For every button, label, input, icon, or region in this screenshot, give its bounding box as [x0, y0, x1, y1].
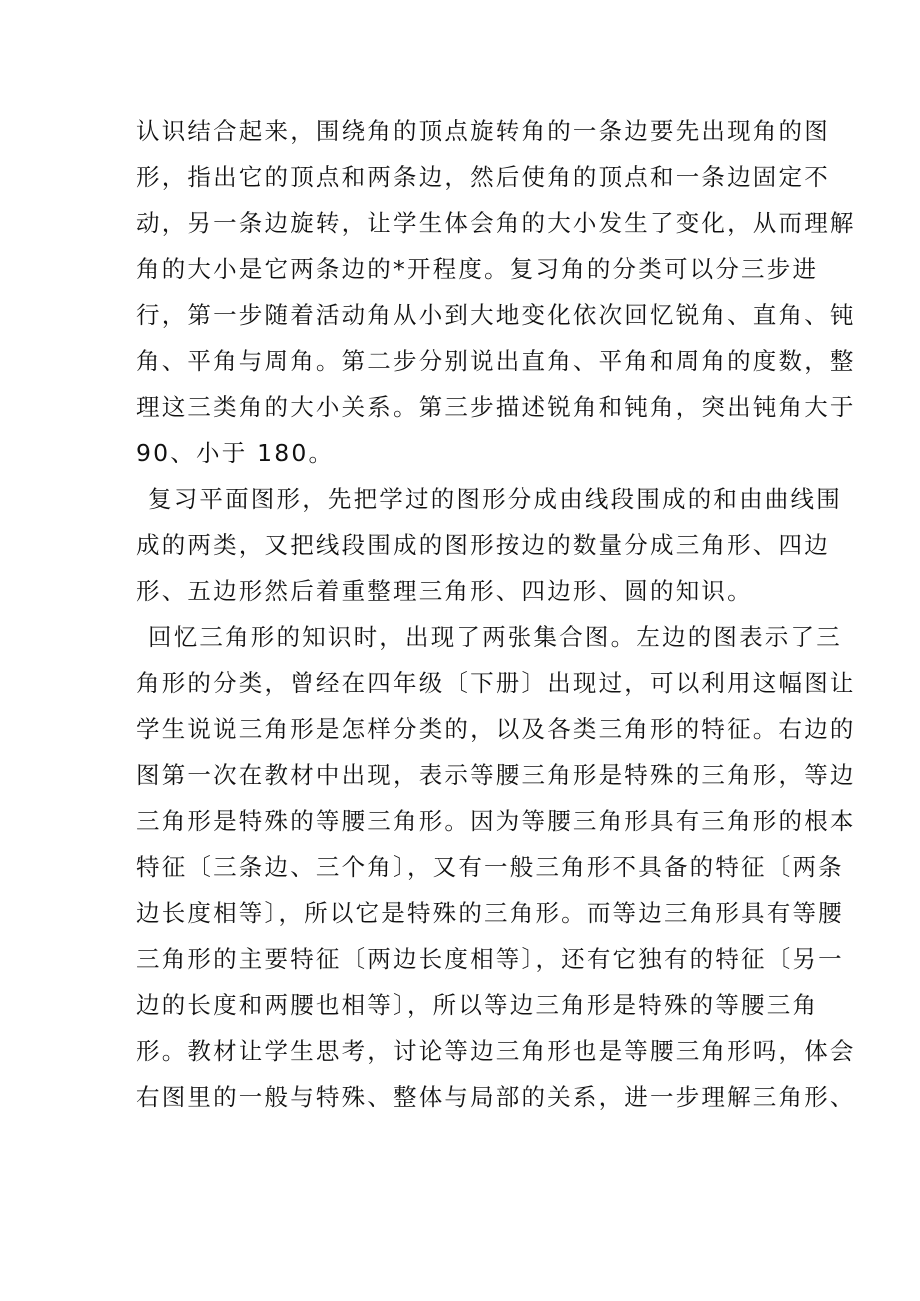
text-line: 三角形是特殊的等腰三角形。因为等腰三角形具有三角形的根本 [136, 807, 856, 835]
text-line: 90、小于 180。 [136, 439, 335, 467]
text-line: 形。教材让学生思考，讨论等边三角形也是等腰三角形吗，体会 [136, 1037, 856, 1065]
text-line: 右图里的一般与特殊、整体与局部的关系，进一步理解三角形、 [136, 1083, 856, 1111]
paragraph-first-line: 复习平面图形，先把学过的图形分成由线段围成的和由曲线围 [148, 485, 842, 513]
text-line: 角、平角与周角。第二步分别说出直角、平角和周角的度数，整 [136, 347, 856, 375]
text-line: 动，另一条边旋转，让学生体会角的大小发生了变化，从而理解 [136, 209, 856, 237]
text-line: 三角形的主要特征〔两边长度相等〕，还有它独有的特征〔另一 [136, 945, 844, 973]
text-line: 形、五边形然后着重整理三角形、四边形、圆的知识。 [136, 577, 753, 605]
paragraph-first-line: 回忆三角形的知识时，出现了两张集合图。左边的图表示了三 [148, 623, 842, 651]
text-line: 行，第一步随着活动角从小到大地变化依次回忆锐角、直角、钝 [136, 301, 856, 329]
text-line: 特征〔三条边、三个角〕，又有一般三角形不具备的特征〔两条 [136, 853, 844, 881]
text-line: 形，指出它的顶点和两条边，然后使角的顶点和一条边固定不 [136, 163, 830, 191]
text-line: 认识结合起来，围绕角的顶点旋转角的一条边要先出现角的图 [136, 117, 830, 145]
text-line: 边长度相等〕，所以它是特殊的三角形。而等边三角形具有等腰 [136, 899, 844, 927]
text-line: 角的大小是它两条边的*开程度。复习角的分类可以分三步进 [136, 255, 819, 283]
text-line: 角形的分类，曾经在四年级〔下册〕出现过，可以利用这幅图让 [136, 669, 856, 697]
text-line: 边的长度和两腰也相等〕，所以等边三角形是特殊的等腰三角 [136, 991, 819, 1019]
text-line: 成的两类，又把线段围成的图形按边的数量分成三角形、四边 [136, 531, 830, 559]
text-line: 图第一次在教材中出现，表示等腰三角形是特殊的三角形，等边 [136, 761, 856, 789]
text-line: 理这三类角的大小关系。第三步描述锐角和钝角，突出钝角大于 [136, 393, 856, 421]
text-line: 学生说说三角形是怎样分类的，以及各类三角形的特征。右边的 [136, 715, 856, 743]
